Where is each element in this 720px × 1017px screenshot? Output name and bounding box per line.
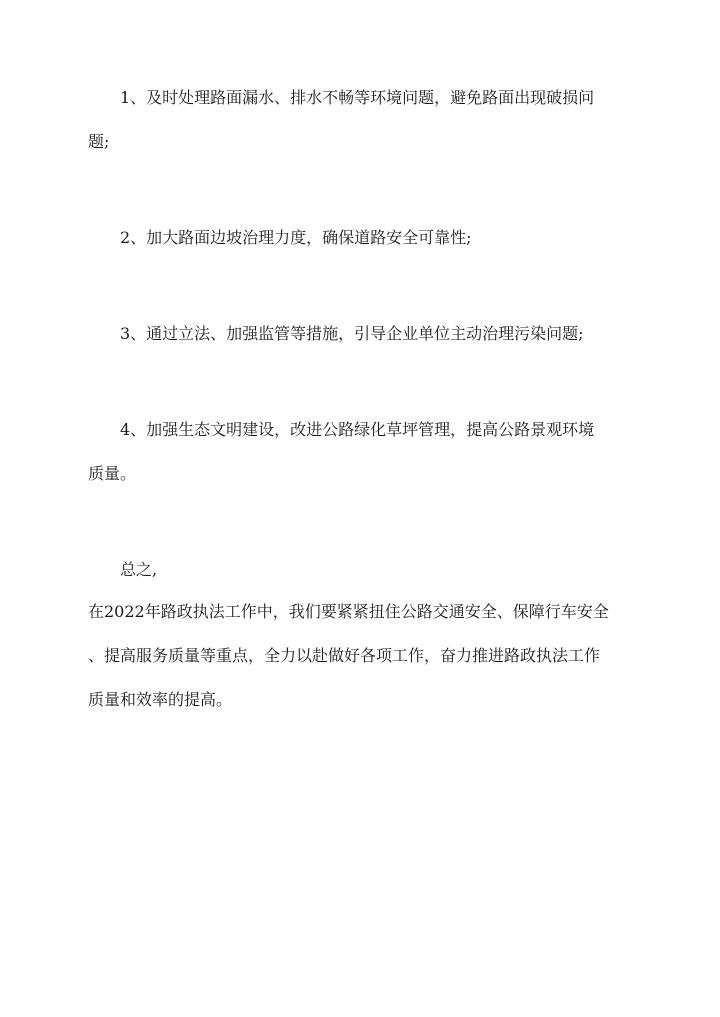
item-3-line-1: 3、通过立法、加强监管等措施，引导企业单位主动治理污染问题; [120, 324, 584, 343]
item-4-line-2: 质量。 [88, 464, 137, 483]
conclusion-line-1: 在2022年路政执法工作中，我们要紧紧扭住公路交通安全、保障行车安全 [88, 602, 609, 621]
item-2-line-1: 2、加大路面边坡治理力度，确保道路安全可靠性; [120, 228, 472, 247]
item-4-line-1: 4、加强生态文明建设，改进公路绿化草坪管理，提高公路景观环境 [120, 420, 595, 439]
conclusion-heading: 总之, [120, 560, 158, 579]
item-1-line-1: 1、及时处理路面漏水、排水不畅等环境问题，避免路面出现破损问 [120, 88, 595, 107]
item-1-line-2: 题; [88, 132, 110, 151]
conclusion-line-2: 、提高服务质量等重点，全力以赴做好各项工作，奋力推进路政执法工作 [88, 646, 601, 665]
conclusion-line-3: 质量和效率的提高。 [88, 690, 233, 709]
